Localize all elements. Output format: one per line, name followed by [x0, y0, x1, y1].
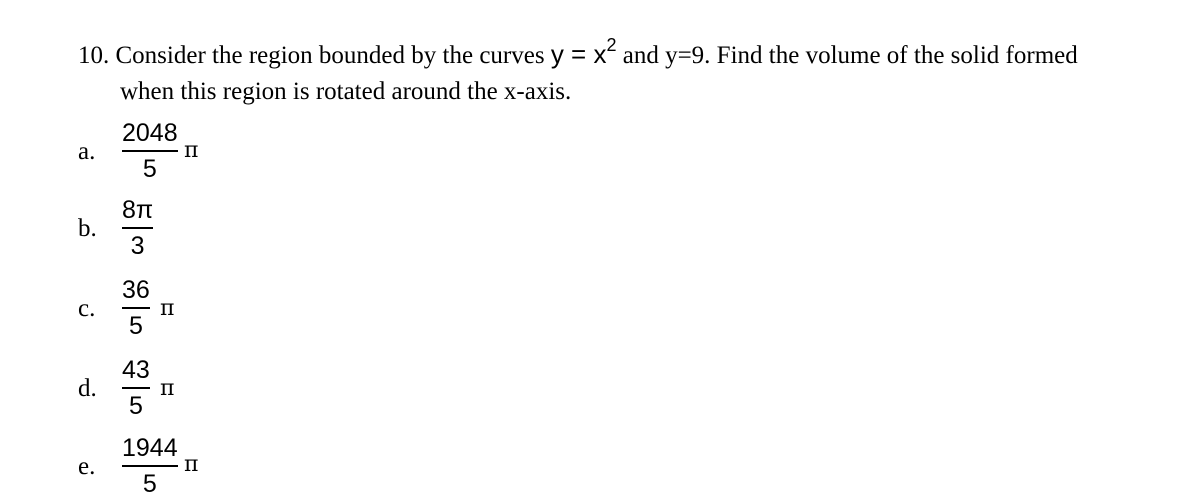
choice-letter: e.	[78, 453, 96, 480]
fraction	[122, 433, 178, 499]
fraction-numerator: 8π	[122, 196, 154, 224]
question-text-before: Consider the region bounded by the curves	[115, 42, 545, 69]
fraction	[122, 275, 150, 341]
question-block	[78, 36, 1188, 110]
equation-lhs: y = x	[550, 39, 607, 69]
fraction	[122, 118, 178, 184]
fraction	[122, 355, 150, 421]
pi-symbol: π	[160, 296, 175, 321]
fraction-numerator: 2048	[122, 119, 178, 147]
pi-symbol: π	[160, 376, 175, 401]
fraction-denominator: 5	[128, 391, 143, 420]
question-text-after: and y=9. Find the volume of the solid formed	[622, 42, 1078, 69]
fraction-denominator: 3	[130, 231, 145, 260]
fraction-numerator: 1944	[122, 434, 178, 462]
pi-symbol: π	[184, 452, 199, 477]
fraction-bar	[122, 150, 178, 152]
question-line-1	[78, 36, 1188, 74]
fraction-denominator: 5	[128, 311, 143, 340]
fraction-denominator: 5	[142, 154, 157, 183]
curve-equation	[550, 35, 617, 69]
fraction-bar	[122, 307, 150, 309]
fraction-bar	[122, 465, 178, 467]
choice-letter: a.	[78, 138, 96, 165]
choice-letter: c.	[78, 295, 96, 322]
fraction	[122, 195, 153, 261]
pi-symbol: π	[184, 138, 199, 163]
question-line-2: when this region is rotated around the x-axis.	[120, 78, 572, 105]
fraction-denominator: 5	[142, 469, 157, 498]
fraction-numerator: 36	[122, 276, 150, 304]
question-number: 10.	[78, 42, 110, 69]
fraction-bar	[122, 387, 150, 389]
fraction-bar	[122, 227, 153, 229]
choice-letter: d.	[78, 375, 97, 402]
choice-letter: b.	[78, 215, 97, 242]
fraction-numerator: 43	[122, 356, 150, 384]
equation-exponent: 2	[606, 35, 617, 56]
